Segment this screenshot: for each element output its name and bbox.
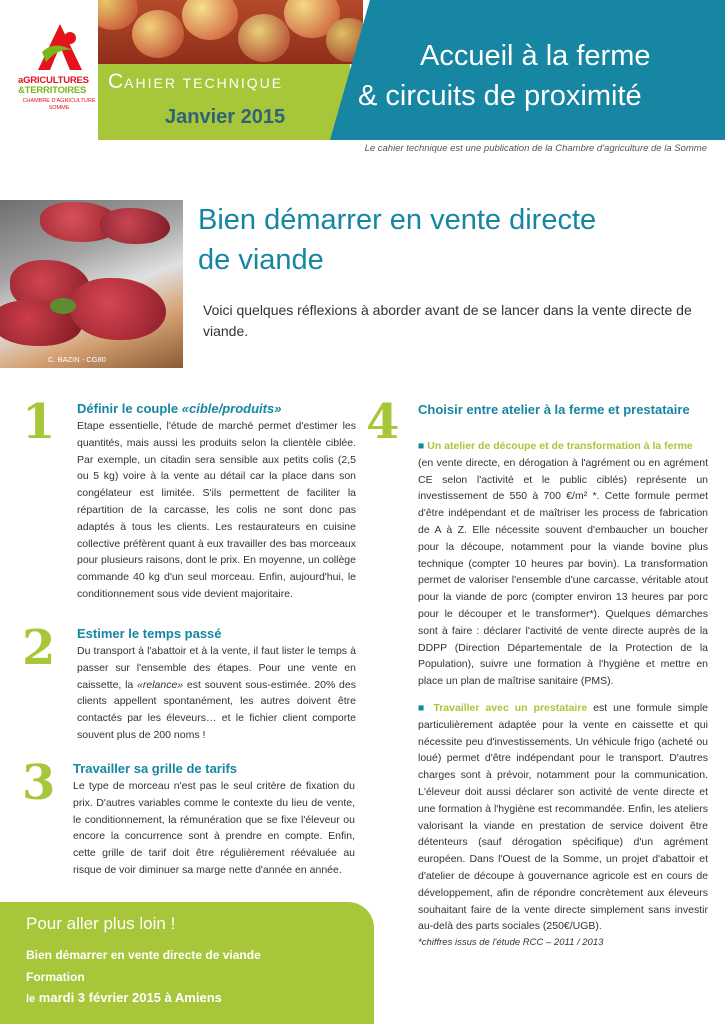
further-info-line3-main: mardi 3 février 2015 à Amiens bbox=[35, 990, 222, 1005]
section-4-sub1: Un atelier de découpe et de transformation à la ferme bbox=[427, 440, 693, 452]
publication-note: Le cahier technique est une publication de la Chambre d'agriculture de la Somme bbox=[364, 143, 707, 154]
logo-mark-icon bbox=[32, 22, 88, 74]
section-1-title-italic: «cible/produits» bbox=[181, 401, 282, 416]
section-4-number: 4 bbox=[366, 394, 400, 450]
article-title bbox=[198, 200, 596, 280]
header-title-line2: & circuits de proximité bbox=[358, 80, 642, 112]
header bbox=[0, 0, 725, 140]
section-4-title: Choisir entre atelier à la ferme et prestataire bbox=[418, 402, 690, 417]
section-1-text: Etape essentielle, l'étude de marché permet d'estimer les quantités, mais aussi les produits selon la clientèle ciblée. Par exemple, un citadin sera sensible aux petits colis (2,5 ou 5 kg) voire à la vente au détail car la place dans son congélateur est limitée. S'ils permettent de faciliter la répartition de la carcasse, les colis ne sont donc pas adaptés à tous les clients. Les restaurateurs en cuisine collective préfèrent quant à eux travailler des bas morceaux pour plusieurs raisons, dont le prix. En moyenne, un collège commande 40 kg d'un seul morceau. Enfin, aujourd'hui, le conditionnement sous vide devient majoritaire. bbox=[77, 420, 356, 600]
logo-line4: SOMME bbox=[48, 104, 70, 111]
article-title-line2: de viande bbox=[198, 244, 324, 276]
issue-date: Janvier 2015 bbox=[165, 106, 286, 128]
logo-text bbox=[18, 76, 100, 96]
further-info-line3 bbox=[26, 990, 222, 1005]
section-1-title-prefix: Définir le couple bbox=[77, 401, 182, 416]
intro-text: Voici quelques réflexions à aborder avant de se lancer dans la vente directe de viande. bbox=[203, 302, 692, 339]
section-4-source: *chiffres issus de l'étude RCC – 2011 / 2013 bbox=[418, 937, 604, 949]
section-4-text bbox=[418, 438, 708, 952]
section-2-title: Estimer le temps passé bbox=[77, 626, 222, 641]
meat-photo bbox=[0, 200, 183, 368]
section-3-number: 3 bbox=[22, 755, 56, 811]
chamber-logo bbox=[18, 22, 100, 111]
section-2-text-b: est souvent sous-estimée. 20% des clients appellent spontanément, les autres doivent être contactés par les éleveurs… et le fichier client comporte souvent plus de 200 noms ! bbox=[77, 678, 356, 741]
logo-subtitle bbox=[18, 98, 100, 111]
further-info-line1: Bien démarrer en vente directe de viande bbox=[26, 948, 261, 962]
bullet-square-icon: ■ bbox=[418, 701, 434, 714]
logo-line3: CHAMBRE D'AGRICULTURE bbox=[22, 98, 96, 104]
section-4-part1 bbox=[418, 438, 708, 690]
section-3-text: Le type de morceau n'est pas le seul critère de fixation du prix. D'autres variables comme le contexte du lieu de vente, le conditionnement, la rémunération que se fixe l'éleveur ou encore la concurrence sont à prendre en compte. Enfin, cette grille de tarif doit être régulièrement réévaluée au risque de voir diminuer sa marge nette d'année en année. bbox=[73, 780, 355, 876]
section-4-text1: (en vente directe, en dérogation à l'agrément ou en agrément CE selon l'activité et le public ciblés) représente un investissement de 550 à 700 €/m² *. Cette formule permet d'être indépendant et de maîtriser les process de fabrication de A à Z. Elle nécessite souvent d'embaucher un boucher pour la découpe, notamment pour la viande bovine plus technique (compter 10 heures par bovin). La transformation permet de valoriser l'ensemble d'une carcasse, véritable atout pour la viande de porc (compter environ 13 heures par porc pour le découper et le transformer*). Quelques démarches sont à faire : déclarer l'activité de vente directe auprès de la DDPP (Direction Départementale de la Protection de la Population), suivre une formation à l'hygiène et mettre en place un plan de maîtrise sanitaire (PMS). bbox=[418, 456, 708, 688]
section-2-text bbox=[77, 643, 356, 744]
cahier-rest: AHIER TECHNIQUE bbox=[124, 75, 284, 91]
section-4-part2 bbox=[418, 700, 708, 935]
section-4-sub2: Travailler avec un prestataire bbox=[433, 701, 588, 714]
article-title-line1: Bien démarrer en vente directe bbox=[198, 204, 597, 236]
section-2-text-italic: «relance» bbox=[137, 678, 184, 691]
further-info-line2: Formation bbox=[26, 970, 85, 984]
section-2-number: 2 bbox=[22, 620, 56, 676]
section-3-title: Travailler sa grille de tarifs bbox=[73, 761, 238, 776]
header-title-line1: Accueil à la ferme bbox=[420, 40, 651, 72]
section-1-number: 1 bbox=[22, 394, 56, 450]
section-4-text2: est une formule simple particulièrement adaptée pour la vente en caissette et qui nécessite peu d'investissements. Un véhicule frigo (acheté ou loué) permet d'être indépendant pour le transport. D'autres charges sont à prévoir, notamment pour la communication. L'éleveur doit aussi déclarer son activité de vente directe et une formation à l'hygiène est recommandée. Enfin, les ateliers valorisant la viande en prestation de service doivent être détenteurs (sauf dérogation spécifique) d'un agrément européen. Dans l'Ouest de la Somme, un projet d'abattoir et d'atelier de découpe à gouvernance agricole est en cours de développement, afin de répondre concrètement aux éleveurs souhaitant faire de la vente directe simplement sans investir au-delà des parts sociales (250€/UGB). bbox=[418, 701, 708, 933]
further-info-line3-prefix: le bbox=[26, 993, 36, 1005]
section-1-title bbox=[77, 401, 281, 416]
section-2-text-a: Du transport à l'abattoir et à la vente, il faut lister le temps à passer sur l'ensemble des étapes. Pour une vente en caissette, la bbox=[77, 645, 356, 691]
photo-credit: C. BAZIN - CG80 bbox=[48, 355, 106, 364]
cahier-technique-label bbox=[108, 70, 283, 94]
logo-line1: aGRICULTURES bbox=[18, 75, 89, 86]
bullet-square-icon: ■ bbox=[418, 440, 428, 452]
further-info-title: Pour aller plus loin ! bbox=[26, 914, 176, 933]
apples-photo bbox=[98, 0, 363, 64]
logo-line2: &TERRITOIRES bbox=[18, 85, 87, 96]
cahier-first-letter: C bbox=[108, 70, 125, 93]
